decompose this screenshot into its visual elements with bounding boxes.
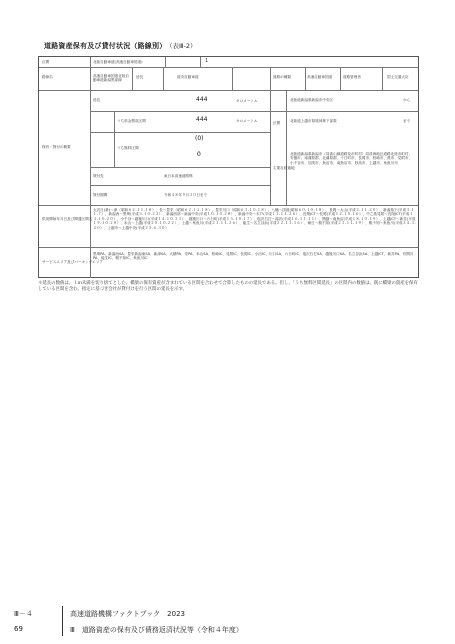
sub1-km: 444 (196, 116, 208, 123)
hoyu-group-label: 保有・貸付の概要 (42, 145, 71, 149)
page-code: Ⅲ－４ (14, 610, 33, 618)
kukan-header: 区間 (273, 121, 281, 125)
sub2-label: うち無料区間 (117, 146, 139, 150)
kanri-label: 道路管理者 (343, 75, 361, 79)
hoyu-label: 延長 (93, 98, 101, 102)
kubun-number: 1 (205, 58, 209, 64)
hoyu-km: 444 (196, 96, 208, 103)
kashi-label: 貸付先 (93, 174, 104, 178)
kikan-value: 令和４８年９月３０日まで (164, 193, 208, 197)
footer-divider (62, 606, 63, 636)
page-number: 69 (14, 625, 23, 633)
pref-value: 北陸道新潟県新潟市（同漆山線道路及市町村）同漆海地区道路北陸市町村、安曇市、南蒲原郡、北蒲原郡、十日町市、長岡市、柏崎市、燕市、見附市、小千谷市、加茂市、魚沼市、南魚沼市、妙高市、上越市、糸魚川市 (290, 152, 413, 165)
ic-label: 供用開始年月日及び開通区間名 (42, 217, 93, 221)
sub2-km-paren: (0) (195, 135, 204, 142)
kanri-value: 国土交通大臣 (387, 75, 409, 79)
sub2-km: 0 (197, 151, 201, 158)
rosen-value: 高速自動車国道北陸自動車道新潟黒部線 (93, 74, 129, 83)
book-title: 高速道路機構ファクトブック 2023 (70, 610, 185, 618)
encho-label: 延長 (136, 75, 144, 79)
kukan-from: 北陸道新潟県新潟市中央区 (290, 98, 334, 102)
sa-label: サービスエリア及びパーキングエリア (42, 260, 103, 264)
kukan-to-suffix: まで (403, 119, 411, 123)
footnote: ＊延長の数値は、１ｍ未満を切り捨てとした。橋梁の保有資産が含まれている区間を合わせて合算したものの延長である。但し、「うち無料区間延長」の区間内の数値は、既に橋梁の資産を保有している区間を含む。指定に基づき会社が貸付けを行う区間の延長を示す。 (38, 281, 418, 292)
hoyu-unit: キロメートル (236, 99, 258, 103)
page-title: 道路資産保有及び貸付状況（路線別） (44, 42, 167, 50)
kukan-from-suffix: から (403, 98, 411, 102)
sub1-label: うち料金徴収区間 (117, 119, 146, 123)
kaitsu-label: 道路の種類 (273, 75, 291, 79)
pref-label: 主要な経過地 (273, 166, 295, 170)
ic-value: 大沢日(新)～津（昭和６２.１１.１８）、長～豊栄（昭和６２.１１.１８）、豊栄川口（昭和６３.１０.１８）、八幡～国道(昭和６０.１０.１８）、長岡～大山(平成２.１１.２０）、新潟県下(平成３.１１.７）、新潟西～黒埼(平成５.１０.２２）、新潟西部～新潟中央(平成１０.１０.２８）、新潟中央～木戸(平成１１.１１.２６）、長岡JCT～長岡(平成１２.１０.１６）、中之島見附～長岡JCT(平成１３.１０.２０）、小千谷～越後川口(平成１４.１０.２３）、越後川口～六日町(平成１５.１０.１７）、塩沢石打～湯沢(平成１６.１１.１１）、関越～南魚沼(平成１８.１０.１９）、上越JCT～新井(平成１９.１０.２０）、米山～上越(平成２０.１０.２２）、上越～糸魚川(平成２１.１１.２６）、能生～名立谷浜(平成２２.１１.１６）、朝日～親不知(平成２３.１１.１９）、親不知～糸魚川(平成２４.３.２０）、上越市～上越中央(平成２５.６.３０） (93, 208, 416, 230)
kashi-value: 東日本高速道路株 (164, 174, 193, 178)
kubun-value: 北陸自動車道(高速自動車国道) (93, 60, 143, 64)
sub1-unit: キロメートル (236, 119, 258, 123)
encho-value: 道央自動車道 (177, 75, 199, 79)
kubun-label: 区間 (42, 60, 50, 64)
kaitsu-value: 高速自動車国道 (307, 75, 333, 79)
rosen-label: 路線名 (42, 75, 53, 79)
asset-table (38, 56, 419, 278)
kukan-to: 北陸道上越市県境神林下部数 (290, 119, 337, 123)
kikan-label: 貸付期間 (93, 193, 108, 197)
sa-value: 黒埼PA、新潟西SA、豊栄新潟東SA、新津SA、大積PA、栄PA、米山SA、柏崎IC、見附IC、長岡IC、小出IC、川口SA、六日町IC、塩沢石打SA、越後川口SA、名立谷浜SA、上越JCT、新井PA、有間川PA、能生IC、親不知IC、糸魚川IC (93, 252, 414, 261)
chapter-title: Ⅲ 道路資産の保有及び債務返済状況等（令和４年度） (70, 626, 243, 634)
table-number: （表Ⅲ-2） (166, 42, 197, 50)
